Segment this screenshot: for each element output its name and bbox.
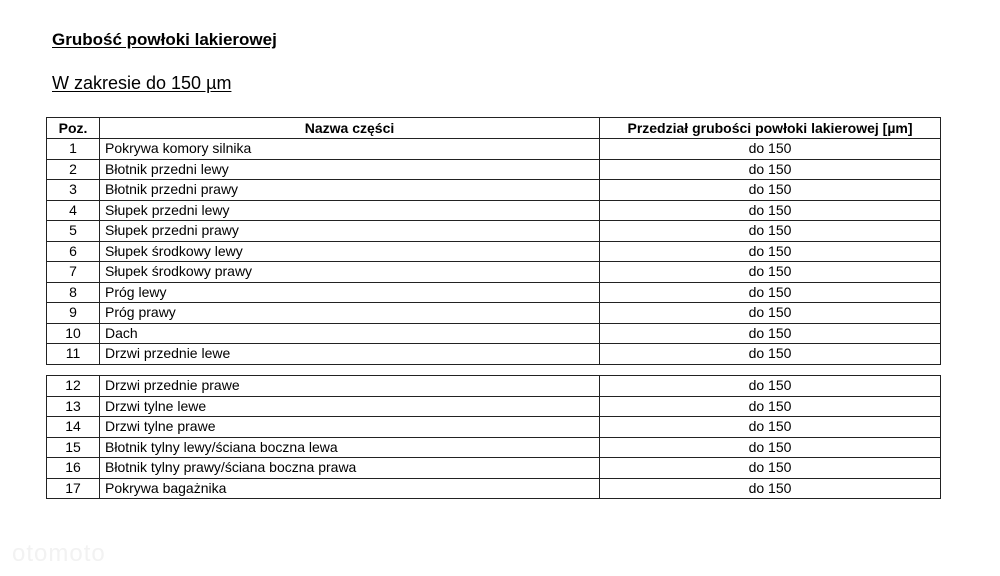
row-thickness-range: do 150 [600, 180, 941, 201]
row-thickness-range: do 150 [600, 458, 941, 479]
row-thickness-range: do 150 [600, 396, 941, 417]
row-thickness-range: do 150 [600, 139, 941, 160]
table-row [47, 241, 941, 262]
row-thickness-range: do 150 [600, 282, 941, 303]
row-part-name: Próg prawy [100, 303, 600, 324]
row-part-name: Słupek środkowy lewy [100, 241, 600, 262]
table-row [47, 200, 941, 221]
row-part-name: Słupek przedni lewy [100, 200, 600, 221]
watermark-logo: otomoto [12, 540, 106, 567]
table-row [47, 139, 941, 160]
table-header-row [47, 118, 941, 139]
row-thickness-range: do 150 [600, 262, 941, 283]
row-part-name: Słupek przedni prawy [100, 221, 600, 242]
table-row [47, 282, 941, 303]
row-part-name: Błotnik przedni lewy [100, 159, 600, 180]
document-title: Grubość powłoki lakierowej [52, 30, 277, 49]
row-position: 13 [47, 396, 100, 417]
row-position: 7 [47, 262, 100, 283]
row-position: 8 [47, 282, 100, 303]
row-thickness-range: do 150 [600, 200, 941, 221]
row-thickness-range: do 150 [600, 241, 941, 262]
row-thickness-range: do 150 [600, 159, 941, 180]
row-position: 15 [47, 437, 100, 458]
row-thickness-range: do 150 [600, 376, 941, 397]
table-row [47, 323, 941, 344]
row-position: 6 [47, 241, 100, 262]
header-thickness-range: Przedział grubości powłoki lakierowej [µm] [600, 118, 941, 139]
table-row [47, 159, 941, 180]
row-position: 14 [47, 417, 100, 438]
row-position: 9 [47, 303, 100, 324]
row-part-name: Błotnik przedni prawy [100, 180, 600, 201]
row-position: 10 [47, 323, 100, 344]
row-position: 4 [47, 200, 100, 221]
row-thickness-range: do 150 [600, 478, 941, 499]
table-row [47, 262, 941, 283]
header-position: Poz. [47, 118, 100, 139]
row-thickness-range: do 150 [600, 303, 941, 324]
table-row [47, 376, 941, 397]
table-row [47, 180, 941, 201]
row-thickness-range: do 150 [600, 417, 941, 438]
row-part-name: Pokrywa komory silnika [100, 139, 600, 160]
table-row [47, 303, 941, 324]
row-part-name: Drzwi tylne lewe [100, 396, 600, 417]
row-part-name: Błotnik tylny lewy/ściana boczna lewa [100, 437, 600, 458]
row-position: 1 [47, 139, 100, 160]
row-position: 3 [47, 180, 100, 201]
row-part-name: Drzwi tylne prawe [100, 417, 600, 438]
table-row [47, 478, 941, 499]
row-position: 17 [47, 478, 100, 499]
row-part-name: Pokrywa bagażnika [100, 478, 600, 499]
row-part-name: Drzwi przednie lewe [100, 344, 600, 365]
table-row [47, 458, 941, 479]
row-part-name: Błotnik tylny prawy/ściana boczna prawa [100, 458, 600, 479]
row-part-name: Słupek środkowy prawy [100, 262, 600, 283]
row-part-name: Dach [100, 323, 600, 344]
table-row [47, 437, 941, 458]
row-part-name: Próg lewy [100, 282, 600, 303]
paint-thickness-table-part2 [46, 375, 941, 499]
row-thickness-range: do 150 [600, 221, 941, 242]
row-position: 2 [47, 159, 100, 180]
table-row [47, 344, 941, 365]
table-row [47, 417, 941, 438]
row-position: 12 [47, 376, 100, 397]
table-row [47, 396, 941, 417]
row-position: 11 [47, 344, 100, 365]
row-thickness-range: do 150 [600, 344, 941, 365]
row-thickness-range: do 150 [600, 323, 941, 344]
row-part-name: Drzwi przednie prawe [100, 376, 600, 397]
row-thickness-range: do 150 [600, 437, 941, 458]
row-position: 5 [47, 221, 100, 242]
document-subtitle: W zakresie do 150 µm [52, 73, 232, 93]
table-row [47, 221, 941, 242]
row-position: 16 [47, 458, 100, 479]
header-part-name: Nazwa części [100, 118, 600, 139]
paint-thickness-table-part1 [46, 117, 941, 365]
